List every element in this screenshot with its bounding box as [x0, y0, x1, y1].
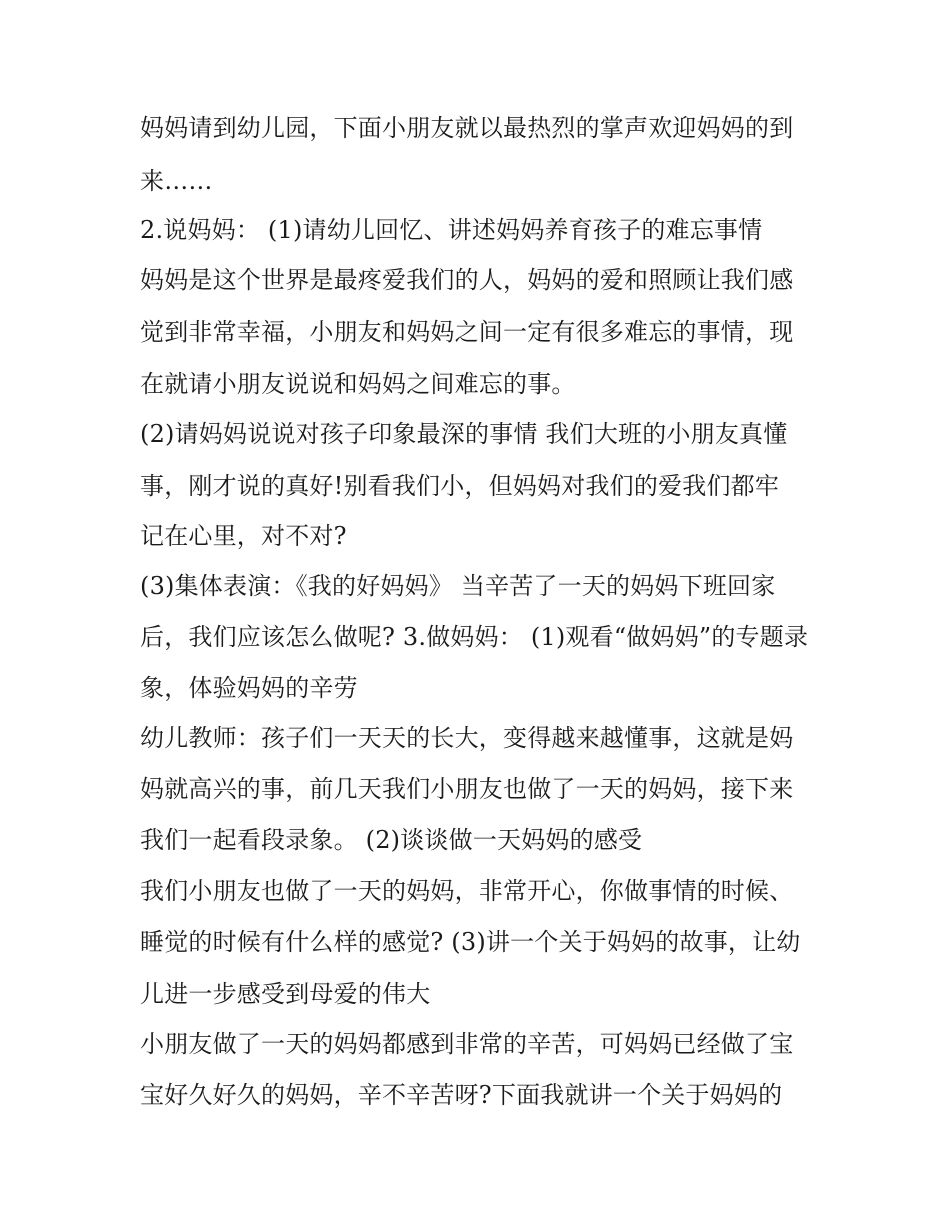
- text-line: 后，我们应该怎么做呢? 3.做妈妈： (1)观看“做妈妈”的专题录: [140, 623, 809, 651]
- text-line: 事，刚才说的真好!别看我们小，但妈妈对我们的爱我们都牢: [140, 472, 780, 500]
- text-line: (3)集体表演：《我的好妈妈》 当辛苦了一天的妈妈下班回家: [140, 572, 776, 600]
- text-line: 儿进一步感受到母爱的伟大: [140, 980, 431, 1008]
- text-line: 宝好久好久的妈妈，辛不辛苦呀?下面我就讲一个关于妈妈的: [140, 1081, 783, 1109]
- text-line: 象，体验妈妈的辛劳: [140, 674, 358, 702]
- text-line: 觉到非常幸福，小朋友和妈妈之间一定有很多难忘的事情，现: [140, 318, 794, 346]
- text-line: 睡觉的时候有什么样的感觉? (3)讲一个关于妈妈的故事，让幼: [140, 928, 801, 956]
- text-line: 2.说妈妈： (1)请幼儿回忆、讲述妈妈养育孩子的难忘事情: [140, 216, 763, 244]
- text-line: 妈妈请到幼儿园，下面小朋友就以最热烈的掌声欢迎妈妈的到: [140, 114, 794, 142]
- text-line: 我们一起看段录象。 (2)谈谈做一天妈妈的感受: [140, 826, 643, 854]
- text-line: 小朋友做了一天的妈妈都感到非常的辛苦，可妈妈已经做了宝: [140, 1030, 794, 1058]
- text-line: 妈就高兴的事，前几天我们小朋友也做了一天的妈妈，接下来: [140, 775, 794, 803]
- text-line: (2)请妈妈说说对孩子印象最深的事情 我们大班的小朋友真懂: [140, 420, 788, 448]
- text-line: 幼儿教师：孩子们一天天的长大，变得越来越懂事，这就是妈: [140, 724, 794, 752]
- text-line: 来……: [140, 167, 213, 195]
- text-line: 妈妈是这个世界是最疼爱我们的人，妈妈的爱和照顾让我们感: [140, 266, 794, 294]
- text-line: 我们小朋友也做了一天的妈妈，非常开心，你做事情的时候、: [140, 877, 794, 905]
- text-line: 在就请小朋友说说和妈妈之间难忘的事。: [140, 370, 576, 398]
- text-line: 记在心里，对不对?: [140, 522, 347, 550]
